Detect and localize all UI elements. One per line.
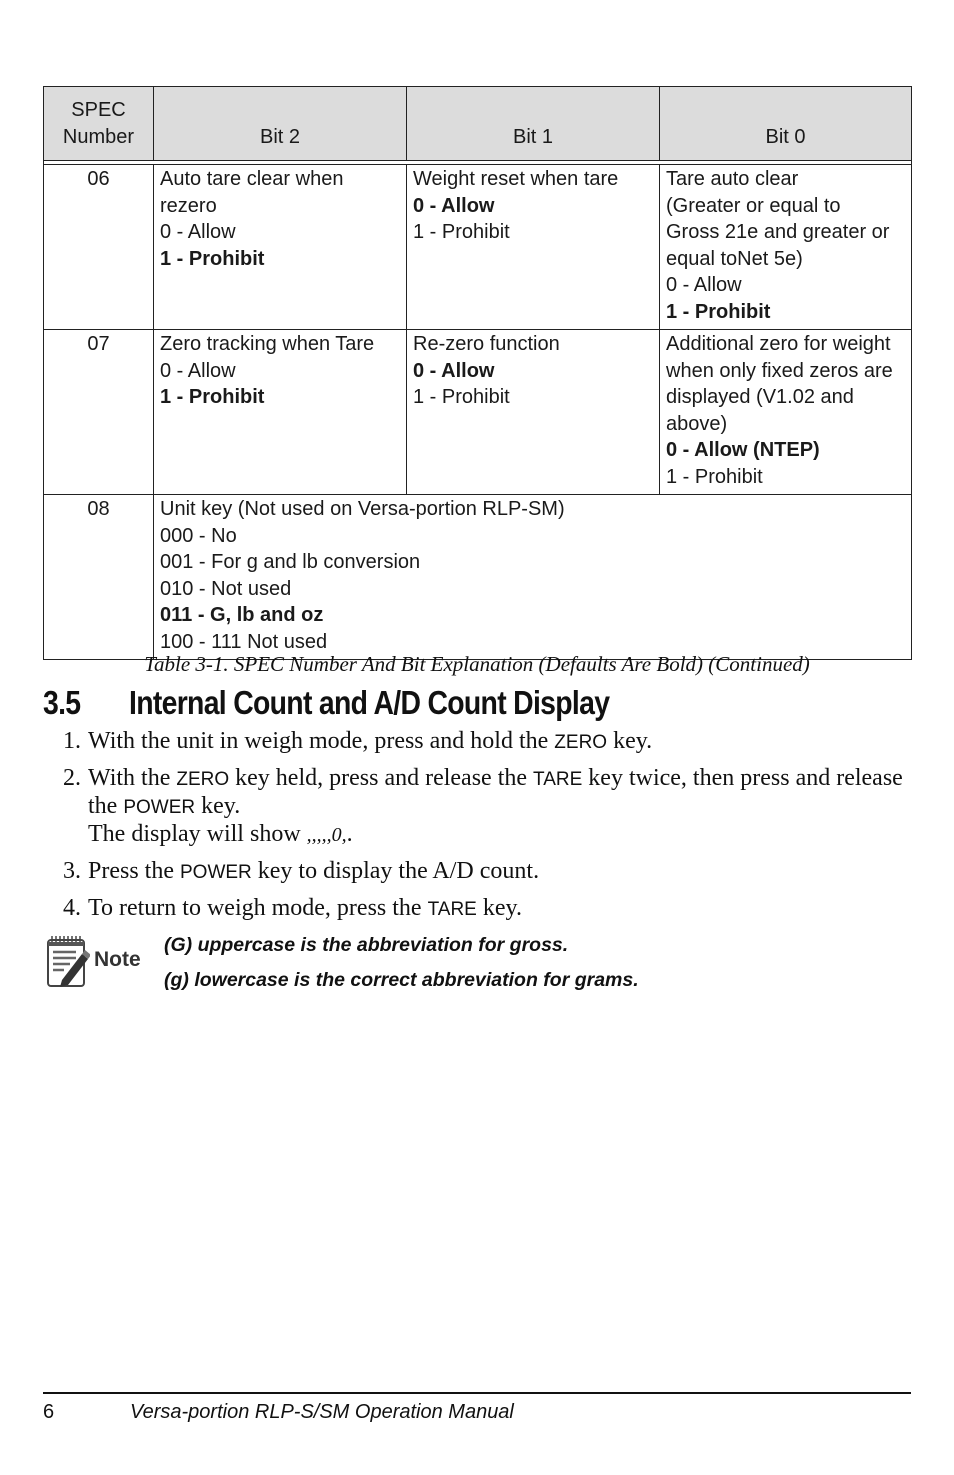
list-item: 2. With the ZERO key held, press and release the TARE key twice, then press and release the POWER key. The display will show ,,,,,0,. <box>63 765 903 847</box>
table-row <box>44 495 912 660</box>
merged-bits-cell: Unit key (Not used on Versa-portion RLP-SM) 000 - No 001 - For g and lb conversion 010 - Not used 011 - G, lb and oz 100 - 111 Not used <box>154 495 912 660</box>
key-name: ZERO <box>176 769 230 790</box>
key-name: TARE <box>533 769 583 790</box>
spec-number-cell: 07 <box>44 330 154 495</box>
bit1-cell: Weight reset when tare 0 - Allow 1 - Prohibit <box>407 165 660 330</box>
header-bit2: Bit 2 <box>154 87 407 161</box>
bit0-cell: Additional zero for weight when only fixed zeros are displayed (V1.02 and above) 0 - Allow (NTEP) 1 - Prohibit <box>660 330 912 495</box>
display-readout: ,,,,,0, <box>306 824 347 846</box>
list-item: 1. With the unit in weigh mode, press and hold the ZERO key. <box>63 728 653 754</box>
bit1-cell: Re-zero function 0 - Allow 1 - Prohibit <box>407 330 660 495</box>
key-name: POWER <box>123 797 196 818</box>
header-spec-number: SPEC Number <box>44 87 154 161</box>
spec-number-cell: 06 <box>44 165 154 330</box>
table-caption: Table 3-1. SPEC Number And Bit Explanation (Defaults Are Bold) (Continued) <box>144 652 810 676</box>
section-title: Internal Count and A/D Count Display <box>129 684 610 721</box>
note-pencil-icon <box>46 934 90 990</box>
table-row <box>44 330 912 495</box>
section-heading <box>43 684 609 722</box>
list-item: 3. Press the POWER key to display the A/D count. <box>63 858 540 884</box>
spec-number-cell: 08 <box>44 495 154 660</box>
note-label: Note <box>94 948 141 971</box>
manual-title: Versa-portion RLP-S/SM Operation Manual <box>130 1401 514 1423</box>
table-header-row <box>44 87 912 161</box>
procedure-steps <box>63 728 923 932</box>
note-text: (G) uppercase is the abbreviation for gross. (g) lowercase is the correct abbreviation for grams. <box>164 934 639 991</box>
list-item: 4. To return to weigh mode, press the TARE key. <box>63 895 522 921</box>
bit2-cell: Zero tracking when Tare 0 - Allow 1 - Prohibit <box>154 330 407 495</box>
spec-table <box>43 86 912 660</box>
header-bit1: Bit 1 <box>407 87 660 161</box>
page-number: 6 <box>43 1401 55 1423</box>
footer-divider <box>43 1392 911 1394</box>
bit2-cell: Auto tare clear when rezero 0 - Allow 1 - Prohibit <box>154 165 407 330</box>
table-row <box>44 165 912 330</box>
section-number: 3.5 <box>43 684 81 721</box>
key-name: POWER <box>180 862 252 883</box>
bit0-cell: Tare auto clear (Greater or equal to Gross 21e and greater or equal toNet 5e) 0 - Allow 1 - Prohibit <box>660 165 912 330</box>
key-name: TARE <box>427 899 477 920</box>
header-bit0: Bit 0 <box>660 87 912 161</box>
key-name: ZERO <box>554 732 608 753</box>
